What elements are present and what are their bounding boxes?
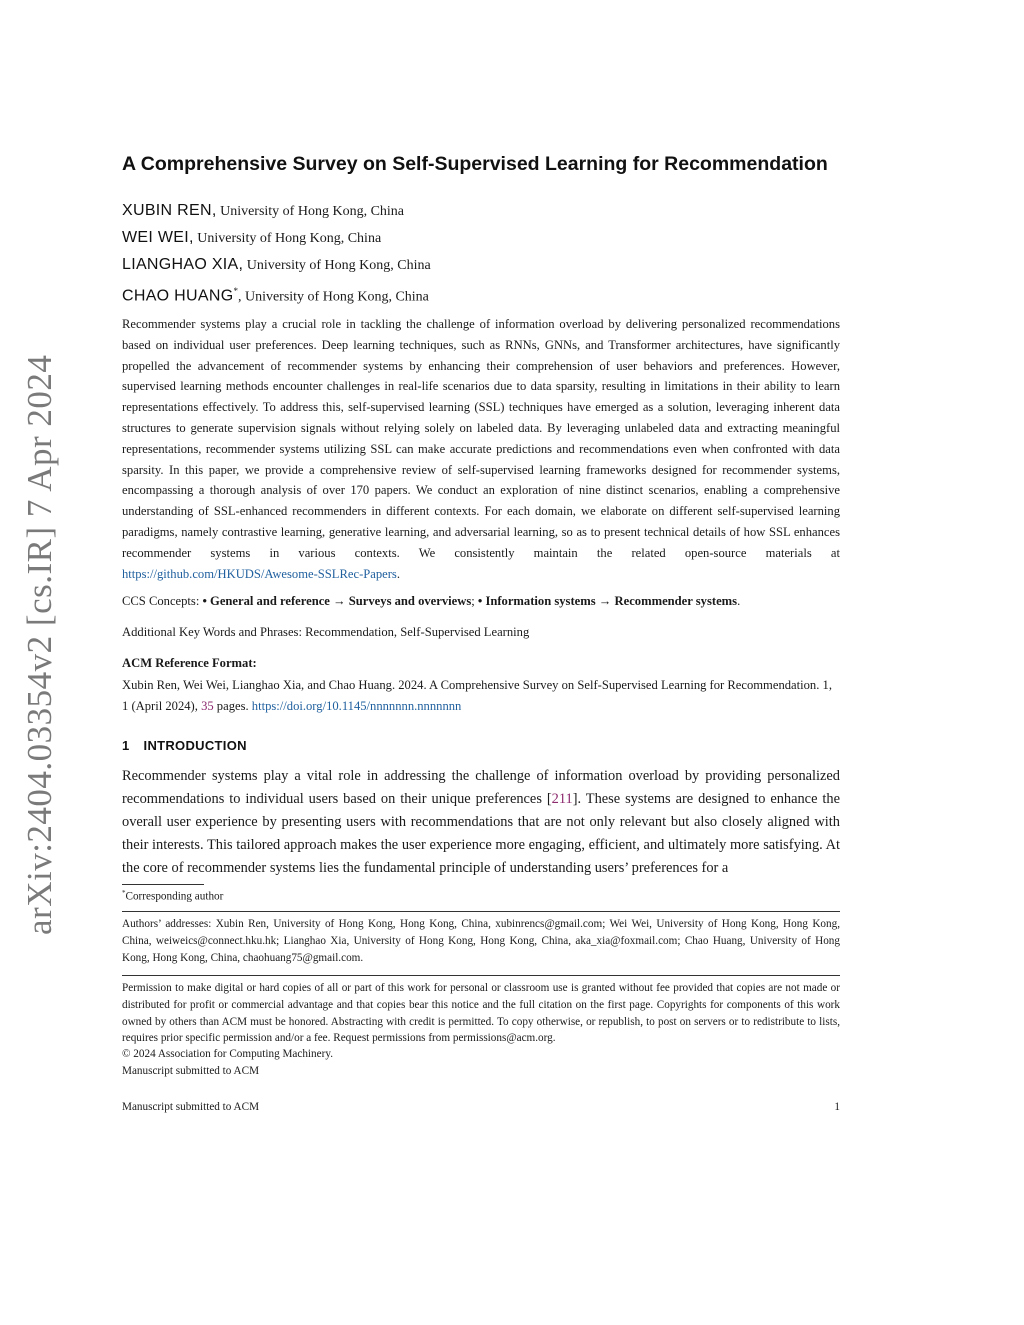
citation-link[interactable]: 211 bbox=[551, 791, 573, 807]
authors-addresses: Authors’ addresses: Xubin Ren, University of Hong Kong, Hong Kong, China, xubinrencs@gmail.com; Wei Wei, University of Hong Kong, Hong Kong, China, weiweics@connect.hku.hk; Lianghao Xia, University of Hong Kong, Hong Kong, China, aka_xia@foxmail.com; Chao Huang, University of Hong Kong, Hong Kong, China, chaohuang75@gmail.com. bbox=[122, 918, 840, 964]
page-number: 1 bbox=[834, 1101, 840, 1113]
abstract bbox=[122, 314, 840, 584]
corresponding-mark: * bbox=[233, 286, 238, 296]
divider bbox=[122, 975, 840, 976]
ccs-label: CCS Concepts: bbox=[122, 594, 203, 608]
author-line bbox=[122, 251, 431, 278]
author-affiliation: University of Hong Kong, China bbox=[216, 204, 405, 219]
intro-paragraph bbox=[122, 765, 840, 880]
copyright: © 2024 Association for Computing Machinery. bbox=[122, 1048, 333, 1060]
author-affiliation: University of Hong Kong, China bbox=[243, 258, 431, 273]
ccs-concept: Recommender systems bbox=[614, 594, 738, 608]
acm-reference bbox=[122, 675, 840, 717]
acm-reference-heading: ACM Reference Format: bbox=[122, 656, 257, 670]
author-name: WEI WEI, bbox=[122, 229, 194, 246]
intro-text: ]. These systems are designed to enhance the overall user experience by presenting users with recommendations that are not only relevant but also closely aligned with their interests. This tailored approach makes the user experience more engaging, efficient, and ultimately more satisfying. At the core of recommender systems lies the fundamental principle of understanding users’ preferences for a bbox=[122, 791, 840, 876]
arxiv-stamp: arXiv:2404.03354v2 [cs.IR] 7 Apr 2024 bbox=[20, 354, 59, 935]
keywords: Additional Key Words and Phrases: Recommendation, Self-Supervised Learning bbox=[122, 625, 530, 639]
abstract-end: . bbox=[396, 566, 400, 581]
paper-title: A Comprehensive Survey on Self-Supervised Learning for Recommendation bbox=[122, 153, 828, 175]
ccs-concept: Surveys and overviews bbox=[348, 594, 472, 608]
footnote bbox=[122, 889, 223, 903]
ccs-concept: • General and reference bbox=[202, 594, 330, 608]
footnote-mark: * bbox=[122, 889, 126, 897]
github-link[interactable]: https://github.com/HKUDS/Awesome-SSLRec-Papers bbox=[122, 566, 397, 581]
author-name: LIANGHAO XIA, bbox=[122, 256, 244, 273]
footnote-rule bbox=[122, 884, 204, 885]
intro-text: Recommender systems play a vital role in addressing the challenge of information overload by providing personalized recommendations to individual users based on their unique preferences [ bbox=[122, 768, 840, 807]
author-line bbox=[122, 278, 431, 305]
author-line bbox=[122, 224, 431, 251]
author-line bbox=[122, 197, 431, 224]
ccs-arrow: → bbox=[595, 594, 615, 608]
ccs-concepts bbox=[122, 594, 840, 609]
permission-notice: Permission to make digital or hard copies of all or part of this work for personal or classroom use is granted without fee provided that copies are not made or distributed for profit or commercial advantage and that copies bear this notice and the full citation on the first page. Copyrights for components of this work owned by others than ACM must be honored. Abstracting with credit is permitted. To copy otherwise, or republish, to post on servers or to redistribute to lists, requires prior specific permission and/or a fee. Request permissions from permissions@acm.org. bbox=[122, 982, 840, 1045]
section-number: 1 bbox=[122, 738, 130, 753]
pages-link[interactable]: 35 bbox=[201, 698, 214, 713]
manuscript-note: Manuscript submitted to ACM bbox=[122, 1065, 260, 1077]
section-title: INTRODUCTION bbox=[143, 738, 247, 753]
divider bbox=[122, 911, 840, 912]
ccs-end: . bbox=[737, 594, 741, 608]
acm-reference-text: Xubin Ren, Wei Wei, Lianghao Xia, and Chao Huang. 2024. A Comprehensive Survey on Self-Supervised Learning for Recommendation. 1, 1 (April 2024), bbox=[122, 678, 832, 713]
abstract-text: Recommender systems play a crucial role in tackling the challenge of information overload by delivering personalized recommendations based on individual user preferences. Deep learning techniques, such as RNNs, GNNs, and Transformer architectures, have significantly propelled the advancement of recommender systems by enhancing their comprehension of user behaviors and preferences. However, supervised learning methods encounter challenges in real-life scenarios due to data sparsity, resulting in limitations in their ability to learn representations effectively. To address this, self-supervised learning (SSL) techniques have emerged as a solution, leveraging inherent data structures to generate supervision signals without relying solely on labeled data. By leveraging unlabeled data and extracting meaningful representations, recommender systems utilizing SSL can make accurate predictions and recommendations even when confronted with data sparsity. In this paper, we provide a comprehensive review of self-supervised learning frameworks designed for recommender systems, encompassing a thorough analysis of over 170 papers. We conduct an exploration of nine distinct scenarios, enabling a comprehensive understanding of SSL-enhanced recommenders in different contexts. For each domain, we elaborate on different self-supervised learning paradigms, namely contrastive learning, generative learning, and adversarial learning, so as to present technical details of how SSL enhances recommender systems in various contexts. We consistently maintain the related open-source materials at bbox=[122, 317, 840, 560]
pages-suffix: pages. bbox=[213, 698, 252, 713]
author-list bbox=[122, 197, 431, 305]
author-name: XUBIN REN, bbox=[122, 202, 217, 219]
footer-left: Manuscript submitted to ACM bbox=[122, 1101, 260, 1113]
doi-link[interactable]: https://doi.org/10.1145/nnnnnnn.nnnnnnn bbox=[251, 698, 462, 713]
section-heading bbox=[122, 738, 247, 753]
author-affiliation: University of Hong Kong, China bbox=[193, 231, 382, 246]
ccs-separator: ; bbox=[471, 594, 478, 608]
ccs-arrow: → bbox=[329, 594, 349, 608]
footnote-text: Corresponding author bbox=[125, 890, 224, 903]
author-name: CHAO HUANG bbox=[122, 287, 234, 305]
author-affiliation: , University of Hong Kong, China bbox=[237, 289, 429, 305]
ccs-concept: • Information systems bbox=[477, 594, 596, 608]
